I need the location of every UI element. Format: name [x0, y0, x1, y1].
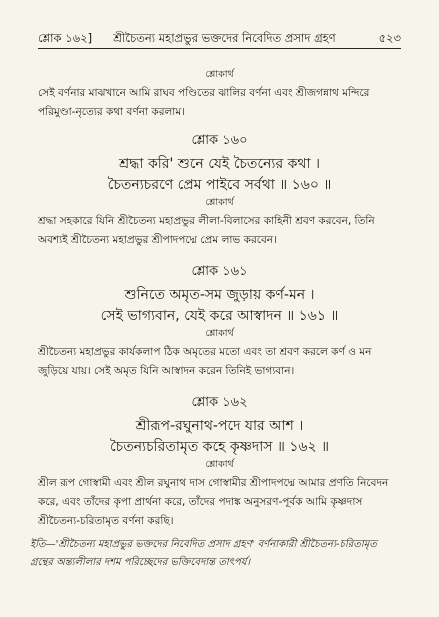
translation-label: শ্লোকার্থ [205, 197, 234, 208]
translation-label: শ্লোকার্থ [205, 328, 234, 339]
translation-line: শ্রীল রূপ গোস্বামী এবং শ্রীল রঘুনাথ দাস গোস্বামীর শ্রীপাদপদ্মে আমার প্রণতি নিবেদন [38, 477, 389, 489]
translation-line: পরিমুণ্ডা-নৃত্যের কথা বর্ণনা করলাম। [38, 106, 185, 118]
verse-line: চৈতন্যচরিতামৃত কহে কৃষ্ণদাস ॥ ১৬২ ॥ [109, 439, 329, 455]
translation-label: শ্লোকার্থ [205, 69, 234, 80]
translation-line: অবশ্যই শ্রীচৈতন্য মহাপ্রভুর শ্রীপাদপদ্মে প্রেম লাভ করবেন। [38, 234, 277, 246]
verse-heading: শ্লোক ১৬১ [191, 264, 248, 279]
chapter-closing-note [30, 536, 409, 572]
verse-heading: শ্লোক ১৬০ [191, 133, 248, 148]
translation-paragraph [38, 212, 401, 250]
verse-heading: শ্লোক ১৬২ [191, 395, 248, 410]
verse-line: শুনিতে অমৃত-সম জুড়ায় কর্ণ-মন । [124, 287, 315, 303]
translation-line: শ্রীচৈতন্য মহাপ্রভুর কার্যকলাপ ঠিক অমৃতের মতো এবং তা শ্রবণ করলে কর্ণ ও মন [38, 346, 372, 358]
closing-note-line: গ্রন্থের অন্ত্যলীলার দশম পরিচ্ছেদের ভক্তিবেদান্ত তাৎপর্য। [30, 557, 251, 568]
header-rule [38, 48, 401, 49]
running-header [38, 30, 401, 48]
translation-line: সেই বর্ণনার মাঝখানে আমি রাঘব পণ্ডিতের ঝালির বর্ণনা এবং শ্রীজগন্নাথ মন্দিরে [38, 87, 370, 99]
header-verse-ref: শ্লোক ১৬২] [38, 31, 93, 45]
verse-line: শ্রীরূপ-রঘুনাথ-পদে যার আশ । [135, 418, 304, 434]
header-chapter-title: শ্রীচৈতন্য মহাপ্রভুর ভক্তদের নিবেদিত প্রসাদ গ্রহণ [113, 31, 336, 45]
translation-line: করে, এবং তাঁদের কৃপা প্রার্থনা করে, তাঁদের পদাঙ্ক অনুসরণ-পূর্বক আমি কৃষ্ণদাস [38, 496, 363, 508]
verse-line: চৈতন্যচরণে প্রেম পাইবে সর্বথা ॥ ১৬০ ॥ [107, 177, 332, 193]
verse-line: শ্রদ্ধা করি' শুনে যেই চৈতন্যের কথা । [118, 156, 320, 172]
verse-line: সেই ভাগ্যবান, যেই করে আস্বাদন ॥ ১৬১ ॥ [100, 308, 339, 324]
closing-note-line: ইতি—'শ্রীচৈতন্য মহাপ্রভুর ভক্তদের নিবেদিত প্রসাদ গ্রহণ' বর্ণনাকারী শ্রীচৈতন্য-চরিতামৃত [30, 539, 377, 550]
translation-line: শ্রীচৈতন্য-চরিতামৃত বর্ণনা করছি। [38, 515, 174, 527]
header-page-number: ৫২৩ [378, 31, 401, 45]
translation-paragraph [38, 84, 401, 122]
translation-line: জুড়িয়ে যায়। সেই অমৃত যিনি আস্বাদন করেন তিনিই ভাগ্যবান। [38, 365, 295, 377]
translation-paragraph [38, 474, 401, 531]
translation-paragraph [38, 343, 401, 381]
translation-line: শ্রদ্ধা সহকারে যিনি শ্রীচৈতন্য মহাপ্রভুর লীলা-বিলাসের কাহিনী শ্রবণ করবেন, তিনি [38, 215, 375, 227]
translation-label: শ্লোকার্থ [205, 459, 234, 470]
